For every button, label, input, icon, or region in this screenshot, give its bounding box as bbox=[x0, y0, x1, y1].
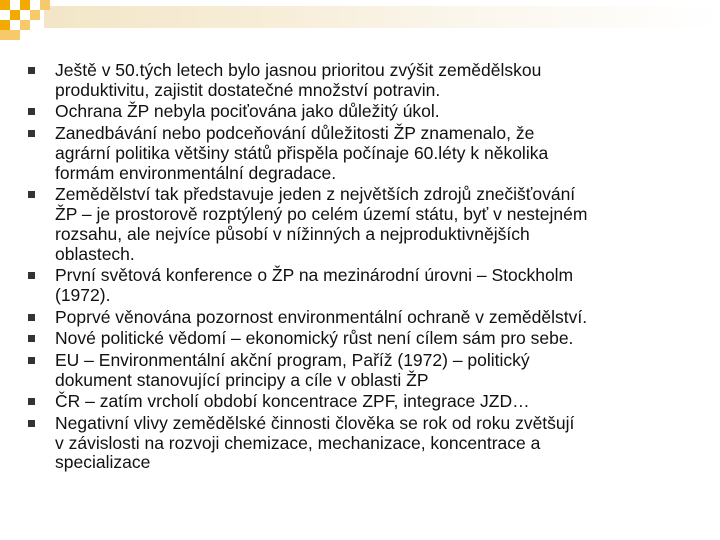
corner-square bbox=[30, 10, 40, 20]
square-bullet-icon bbox=[28, 272, 35, 279]
bullet-item bbox=[28, 185, 704, 264]
square-bullet-icon bbox=[28, 420, 35, 427]
bullet-item bbox=[28, 61, 704, 101]
bullet-text: Zanedbávání nebo podceňování důležitosti ŽP znamenalo, že agrární politika většiny států přispěla počínaje 60.léty k několika formám environmentální degradace. bbox=[55, 122, 549, 183]
corner-square bbox=[30, 0, 40, 10]
corner-square bbox=[20, 20, 30, 30]
square-bullet-icon bbox=[28, 357, 35, 364]
bullet-text: ČR – zatím vrcholí období koncentrace ZPF, integrace JZD… bbox=[55, 391, 530, 412]
corner-square bbox=[0, 20, 10, 30]
square-bullet-icon bbox=[28, 191, 35, 198]
bullet-item bbox=[28, 414, 704, 473]
bullet-text: Negativní vlivy zemědělské činnosti člověka se rok od roku zvětšují v závislosti na rozvoji chemizace, mechanizace, koncentrace a specializace bbox=[55, 412, 575, 473]
square-bullet-icon bbox=[28, 335, 35, 342]
decorative-top-bar bbox=[44, 6, 720, 28]
corner-square bbox=[10, 0, 20, 10]
bullet-item bbox=[28, 266, 704, 306]
bullet-item bbox=[28, 102, 704, 122]
corner-square bbox=[20, 10, 30, 20]
corner-square bbox=[10, 30, 20, 40]
corner-square bbox=[10, 10, 20, 20]
corner-square bbox=[0, 10, 10, 20]
corner-square bbox=[10, 20, 20, 30]
bullet-text: EU – Environmentální akční program, Paříž (1972) – politický dokument stanovující principy a cíle v oblasti ŽP bbox=[55, 349, 530, 390]
square-bullet-icon bbox=[28, 130, 35, 137]
bullet-text: Nové politické vědomí – ekonomický růst není cílem sám pro sebe. bbox=[55, 328, 574, 349]
checkered-corner-decoration bbox=[0, 0, 60, 40]
bullet-item bbox=[28, 308, 704, 328]
bullet-text: Poprvé věnována pozornost environmentální ochraně v zemědělství. bbox=[55, 306, 588, 327]
bullet-item bbox=[28, 329, 704, 349]
corner-square bbox=[20, 0, 30, 10]
square-bullet-icon bbox=[28, 314, 35, 321]
square-bullet-icon bbox=[28, 67, 35, 74]
square-bullet-icon bbox=[28, 398, 35, 405]
bullet-text: Ještě v 50.tých letech bylo jasnou prioritou zvýšit zemědělskou produktivitu, zajistit dostatečné množství potravin. bbox=[55, 60, 542, 100]
bullet-item bbox=[28, 351, 704, 391]
square-bullet-icon bbox=[28, 108, 35, 115]
bullet-text: První světová konference o ŽP na mezinárodní úrovni – Stockholm (1972). bbox=[55, 265, 574, 305]
corner-square bbox=[40, 0, 50, 10]
corner-square bbox=[0, 0, 10, 10]
bullet-item bbox=[28, 124, 704, 183]
bullet-text: Zemědělství tak představuje jeden z největších zdrojů znečišťování ŽP – je prostorově rozptýlený po celém území státu, byť v nestejném rozsahu, ale nejvíce působí v nížinných a nejproduktivnějších oblastech. bbox=[55, 184, 588, 264]
corner-square bbox=[0, 30, 10, 40]
bullet-item bbox=[28, 392, 704, 412]
bullet-text: Ochrana ŽP nebyla pociťována jako důležitý úkol. bbox=[55, 101, 440, 122]
bullet-list bbox=[28, 61, 704, 475]
